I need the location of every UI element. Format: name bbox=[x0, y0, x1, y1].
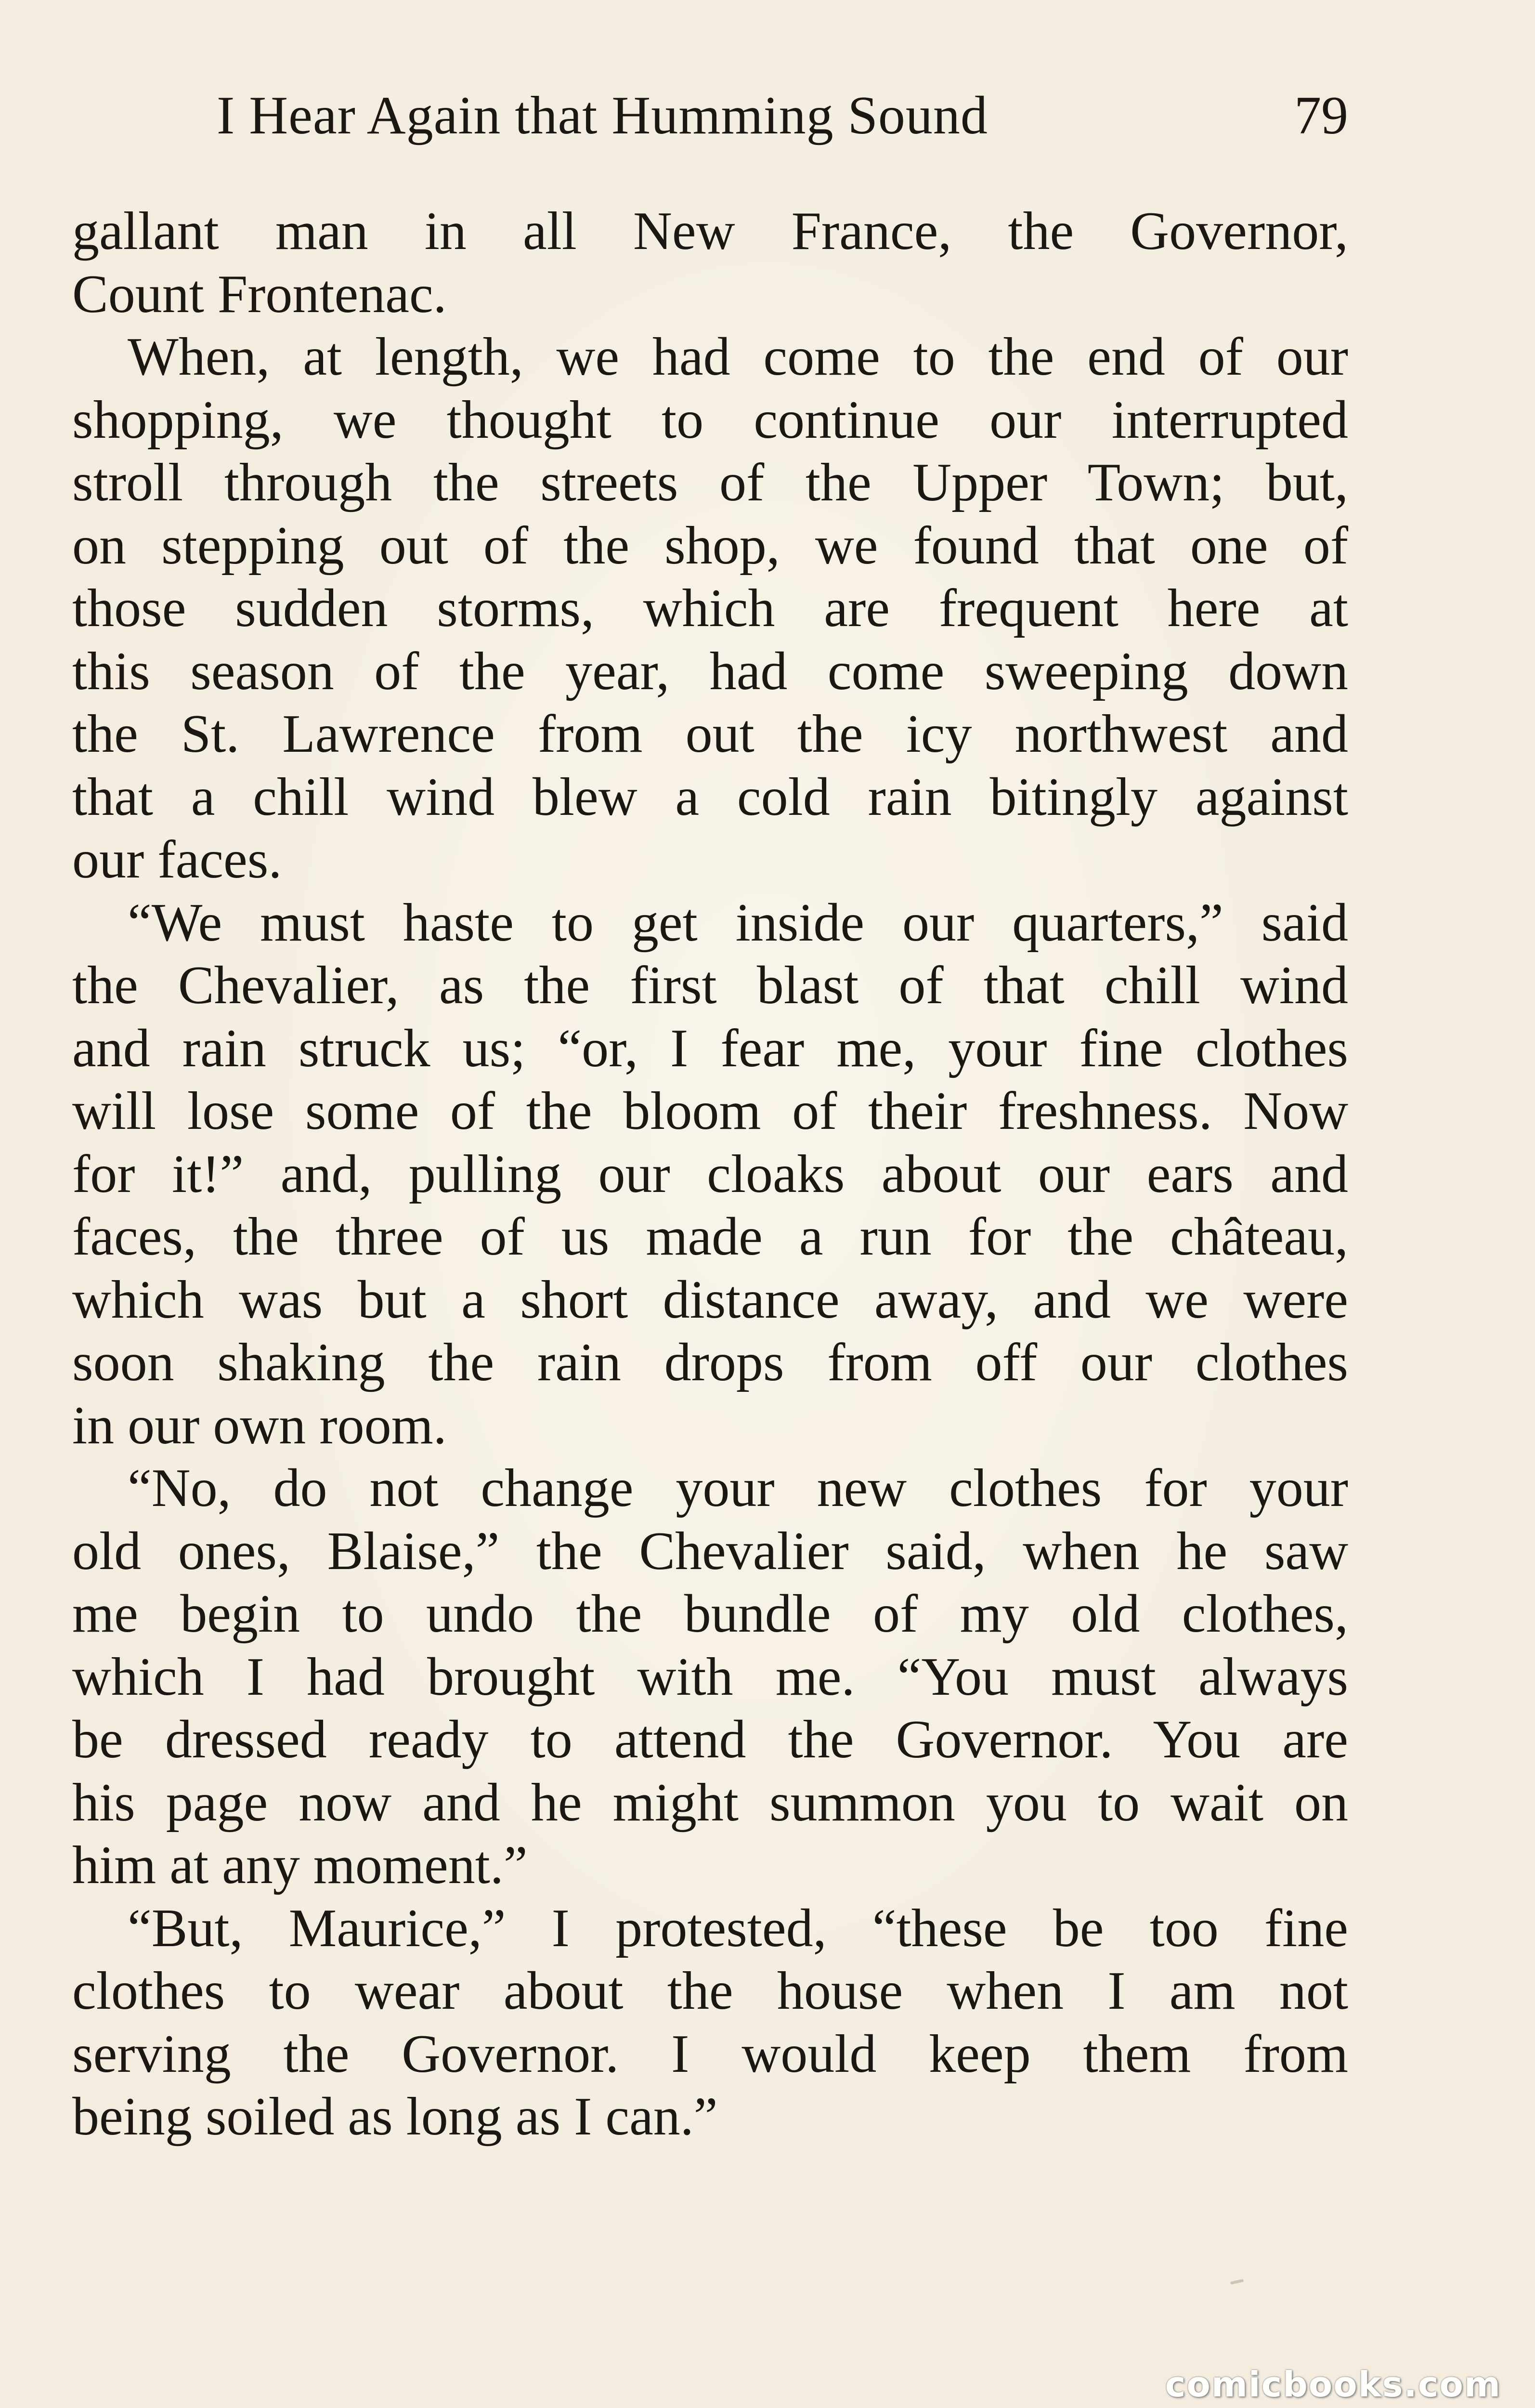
text-line: me begin to undo the bundle of my old clothes, bbox=[72, 1584, 1348, 1644]
text-line: on stepping out of the shop, we found that one of bbox=[72, 515, 1348, 576]
text-line: clothes to wear about the house when I am not bbox=[72, 1961, 1348, 2021]
text-line: which was but a short distance away, and we were bbox=[72, 1269, 1348, 1330]
text-line: gallant man in all New France, the Governor, bbox=[72, 201, 1348, 261]
text-line: which I had brought with me. “You must always bbox=[72, 1647, 1348, 1707]
paper-mark bbox=[1230, 2279, 1244, 2285]
text-line: and rain struck us; “or, I fear me, your fine clothes bbox=[72, 1018, 1348, 1078]
running-title: I Hear Again that Humming Sound bbox=[217, 86, 988, 145]
page-number: 79 bbox=[1294, 86, 1348, 145]
text-line: him at any moment.” bbox=[72, 1835, 528, 1895]
text-line: faces, the three of us made a run for the château, bbox=[72, 1207, 1348, 1267]
text-line: “But, Maurice,” I protested, “these be too fine bbox=[128, 1898, 1348, 1958]
text-line: “We must haste to get inside our quarters,” said bbox=[128, 892, 1348, 953]
text-line: soon shaking the rain drops from off our clothes bbox=[72, 1333, 1348, 1392]
text-line: serving the Governor. I would keep them from bbox=[72, 2024, 1348, 2084]
running-header bbox=[72, 79, 1348, 152]
text-line: “No, do not change your new clothes for your bbox=[128, 1458, 1348, 1518]
text-line: stroll through the streets of the Upper Town; but, bbox=[72, 453, 1348, 512]
text-line: Count Frontenac. bbox=[72, 264, 447, 324]
text-line: will lose some of the bloom of their freshness. Now bbox=[72, 1081, 1348, 1141]
site-watermark: comicbooks.com bbox=[1165, 2364, 1501, 2405]
text-line: old ones, Blaise,” the Chevalier said, when he saw bbox=[72, 1521, 1348, 1581]
text-line: in our own room. bbox=[72, 1395, 447, 1455]
text-line: shopping, we thought to continue our interrupted bbox=[72, 390, 1348, 450]
text-line: the Chevalier, as the first blast of that chill wind bbox=[72, 955, 1348, 1015]
text-line: be dressed ready to attend the Governor. You are bbox=[72, 1710, 1348, 1769]
body-text bbox=[72, 200, 1348, 2148]
text-line: When, at length, we had come to the end of our bbox=[128, 327, 1348, 387]
text-line: that a chill wind blew a cold rain bitingly against bbox=[72, 767, 1348, 827]
text-line: his page now and he might summon you to wait on bbox=[72, 1772, 1348, 1832]
text-line: those sudden storms, which are frequent here at bbox=[72, 578, 1348, 638]
text-line: this season of the year, had come sweeping down bbox=[72, 641, 1348, 701]
text-line: being soiled as long as I can.” bbox=[72, 2087, 718, 2146]
text-line: the St. Lawrence from out the icy northwest and bbox=[72, 704, 1348, 764]
text-line: for it!” and, pulling our cloaks about our ears and bbox=[72, 1144, 1348, 1204]
text-line: our faces. bbox=[72, 830, 282, 890]
